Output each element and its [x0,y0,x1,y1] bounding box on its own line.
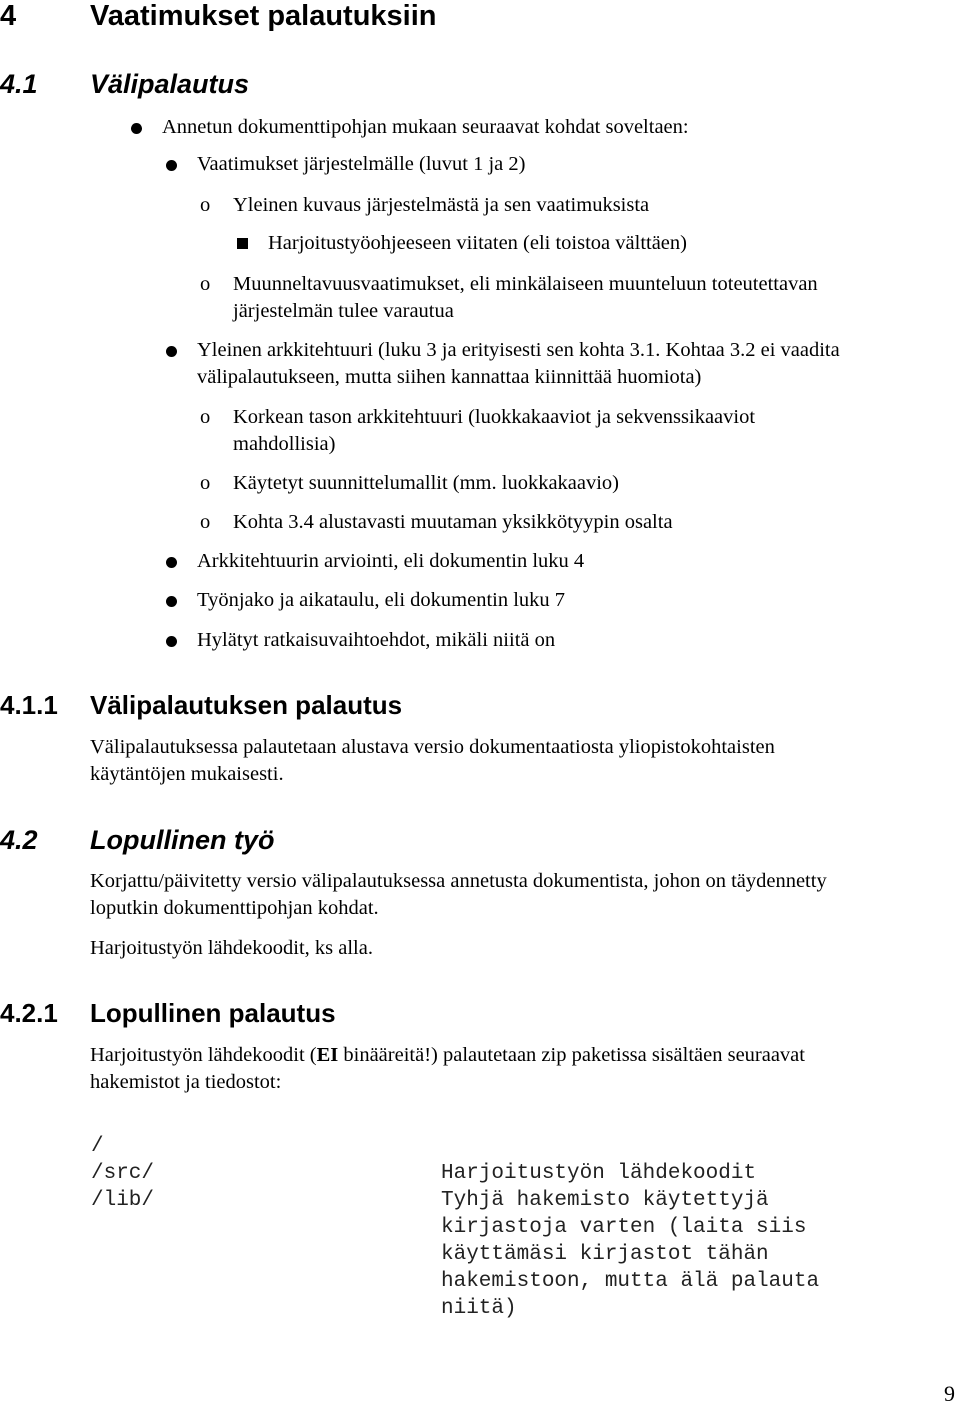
code-description: Tyhjä hakemisto käytettyjä [441,1189,769,1212]
list-item-continuation: mahdollisia) [233,433,336,455]
bullet-circle-icon: o [200,406,211,428]
bullet-dot-icon [166,636,177,647]
bullet-dot-icon [166,557,177,568]
code-path: /lib/ [91,1189,155,1212]
section-title: Välipalautus [90,69,250,99]
paragraph-line: käytäntöjen mukaisesti. [90,763,284,785]
paragraph-text: Harjoitustyön lähdekoodit ( [90,1044,317,1066]
section-number: 4.1 [0,69,38,99]
bullet-dot-icon [166,596,177,607]
code-description: hakemistoon, mutta älä palauta [441,1270,820,1293]
page-number: 9 [944,1381,955,1406]
bullet-dot-icon [166,346,177,357]
code-description: käyttämäsi kirjastot tähän [441,1243,769,1266]
list-item: Vaatimukset järjestelmälle (luvut 1 ja 2) [197,153,526,175]
bullet-dot-icon [166,160,177,171]
paragraph-line: Välipalautuksessa palautetaan alustava versio dokumentaatiosta yliopistokohtaisten [90,736,775,758]
code-path: / [91,1135,104,1158]
list-item: Kohta 3.4 alustavasti muutaman yksikkötyypin osalta [233,511,673,533]
paragraph-line [90,1042,805,1069]
bullet-square-icon [237,238,248,249]
list-item-continuation: välipalautukseen, mutta siihen kannattaa kiinnittää huomiota) [197,366,702,388]
list-item: Työnjako ja aikataulu, eli dokumentin luku 7 [197,589,566,611]
list-item: Hylätyt ratkaisuvaihtoehdot, mikäli niitä on [197,629,556,651]
bullet-circle-icon: o [200,472,211,494]
bullet-circle-icon: o [200,273,211,295]
chapter-title: Vaatimukset palautuksiin [90,0,437,32]
list-item: Harjoitustyöohjeeseen viitaten (eli toistoa välttäen) [268,232,687,254]
section-title: Lopullinen työ [90,825,275,855]
list-item: Yleinen kuvaus järjestelmästä ja sen vaatimuksista [233,194,650,216]
list-item: Korkean tason arkkitehtuuri (luokkakaaviot ja sekvenssikaaviot [233,406,756,428]
emphasis-text: EI [316,1044,339,1066]
subsection-number: 4.2.1 [0,998,58,1028]
bullet-circle-icon: o [200,194,211,216]
list-item: Yleinen arkkitehtuuri (luku 3 ja erityisesti sen kohta 3.1. Kohtaa 3.2 ei vaadita [197,339,840,361]
code-description: Harjoitustyön lähdekoodit [441,1162,757,1185]
paragraph-line: Korjattu/päivitetty versio välipalautuksessa annetusta dokumentista, johon on täydennetty [90,870,827,892]
paragraph-line: Harjoitustyön lähdekoodit, ks alla. [90,937,373,959]
paragraph-line: hakemistot ja tiedostot: [90,1071,282,1093]
list-item: Annetun dokumenttipohjan mukaan seuraavat kohdat soveltaen: [162,116,689,138]
paragraph-text: binääreitä!) palautetaan zip paketissa sisältäen seuraavat [338,1044,805,1066]
list-item: Käytetyt suunnittelumallit (mm. luokkakaavio) [233,472,620,494]
bullet-dot-icon [131,123,142,134]
code-description: kirjastoja varten (laita siis [441,1216,807,1239]
code-path: /src/ [91,1162,155,1185]
list-item: Muunneltavuusvaatimukset, eli minkälaiseen muunteluun toteutettavan [233,273,818,295]
subsection-title: Välipalautuksen palautus [90,690,403,720]
list-item-continuation: järjestelmän tulee varautua [233,300,454,322]
code-description: niitä) [441,1297,517,1320]
section-number: 4.2 [0,825,38,855]
subsection-title: Lopullinen palautus [90,998,336,1028]
paragraph-line: loputkin dokumenttipohjan kohdat. [90,897,379,919]
chapter-number: 4 [0,0,17,32]
subsection-number: 4.1.1 [0,690,58,720]
bullet-circle-icon: o [200,511,211,533]
list-item: Arkkitehtuurin arviointi, eli dokumentin luku 4 [197,550,585,572]
